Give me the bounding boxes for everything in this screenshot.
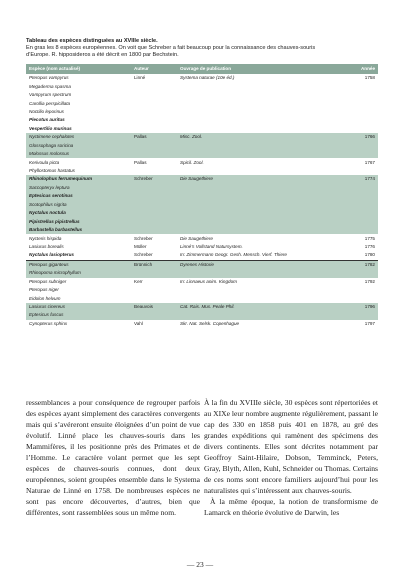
year-cell: 1774 (364, 176, 375, 182)
table-row (26, 150, 378, 158)
species-table-body (26, 74, 378, 328)
author-cell (131, 184, 177, 192)
work-cell: Misc. Zool. (180, 134, 203, 140)
table-row (26, 269, 378, 277)
table-row (26, 99, 378, 107)
work-cell: In: Zimmermann Geogr. Gesh. Mensch. Vierf. Thiere (180, 252, 287, 258)
table-row (26, 278, 378, 286)
work-cell (177, 125, 341, 133)
author-cell: Pallas (134, 134, 147, 140)
table-row (26, 125, 378, 133)
work-cell (177, 116, 341, 124)
author-cell (131, 116, 177, 124)
work-cell (177, 91, 341, 99)
species-cell: Pteropus giganteus (26, 260, 131, 269)
species-cell: Megaderma spasma (29, 83, 71, 89)
work-cell: Cat. Rais. Mus. Peale Phil. (180, 304, 235, 310)
year-cell (341, 209, 378, 217)
author-cell (131, 311, 177, 319)
species-cell: Nyctalus noctula (29, 210, 66, 216)
species-cell: Eidolon helvum (29, 295, 61, 301)
table-caption (26, 38, 378, 59)
year-cell: 1796 (364, 304, 375, 310)
table-row (26, 201, 378, 209)
table-header-row (26, 64, 378, 74)
author-cell (131, 269, 177, 277)
work-cell (177, 150, 341, 158)
table-row (26, 243, 378, 251)
body-paragraph: À la même époque, la notion de transformisme de Lamarck en théorie évolutive de Darwin, les (204, 497, 378, 517)
table-row (26, 158, 378, 166)
work-cell: Skr. Nat. Selsk. Copenhague (180, 320, 240, 326)
work-cell (177, 99, 341, 107)
table-row (26, 294, 378, 302)
year-cell (341, 150, 378, 158)
work-cell (177, 82, 341, 90)
body-column-left (26, 397, 200, 518)
author-cell (131, 201, 177, 209)
work-cell (177, 209, 341, 217)
year-cell (341, 269, 378, 277)
table-row (26, 133, 378, 141)
body-paragraph: ressemblances a pour conséquence de regrouper parfois des espèces ayant simplement des caractères convergents mais qui s’avéreront ensuite éloignées d’un point de vue évolutif. Linné place les chauves-souris dans les Mammifères, il les positionne près des Primates et de l’Homme. Le caractère volant permet que les sept espèces de chauves-souris connues, dont deux européennes, soient groupées ensemble dans le Systema Naturae de Linné en 1758. De nombreuses espèces ne sont pas encore découvertes, d’autres, bien que différentes, sont rassemblées sous un même nom. (26, 398, 200, 517)
author-cell (131, 125, 177, 133)
table-row (26, 74, 378, 82)
author-cell (131, 209, 177, 217)
species-cell: Vampyrum spectrum (29, 92, 72, 98)
page-number: — 23 — (186, 560, 214, 569)
author-cell (131, 226, 177, 234)
author-cell: Pallas (134, 159, 147, 165)
species-cell: Rhinopoma microphyllum (29, 270, 81, 276)
table-row (26, 91, 378, 99)
work-cell: Spicil. Zool. (180, 159, 204, 165)
author-cell: Müller (134, 243, 147, 249)
species-cell: Kerivoula picta (29, 159, 60, 165)
species-cell: Barbastella barbastellus (29, 227, 83, 233)
table-row (26, 311, 378, 319)
author-cell (131, 286, 177, 294)
species-cell: Rhinolophus ferrumequinum (29, 176, 93, 182)
author-cell: Kerr (134, 278, 143, 284)
work-cell (177, 167, 341, 175)
work-cell (177, 142, 341, 150)
table-row (26, 108, 378, 116)
work-cell: Die Saugethiere (180, 235, 213, 241)
table-row (26, 320, 378, 328)
header-work: Ouvrage de publication (177, 64, 341, 74)
year-cell (341, 116, 378, 124)
year-cell (341, 142, 378, 150)
species-cell: Lasiurus cinereus (29, 304, 66, 310)
author-cell: Schreber (134, 176, 153, 182)
author-cell (131, 82, 177, 90)
table-row (26, 82, 378, 90)
work-cell (177, 269, 341, 277)
table-row (26, 303, 378, 311)
table-row (26, 251, 378, 260)
year-cell (341, 286, 378, 294)
work-cell: In: Linnaeus anim. Kingdom (180, 278, 237, 284)
year-cell (341, 82, 378, 90)
author-cell (131, 192, 177, 200)
work-cell (177, 217, 341, 225)
table-row (26, 167, 378, 175)
year-cell (341, 294, 378, 302)
species-cell: Pteropus vampyrus (29, 75, 69, 81)
table-row (26, 286, 378, 294)
header-year: Année (341, 64, 378, 74)
year-cell (341, 217, 378, 225)
author-cell (131, 91, 177, 99)
author-cell (131, 108, 177, 116)
year-cell (341, 192, 378, 200)
species-cell: Lasiurus borealis (29, 243, 64, 249)
species-cell: Nycteris hispida (29, 235, 62, 241)
species-cell: Pteropus niger (29, 287, 59, 293)
work-cell: Dyrenes Historie (177, 260, 341, 269)
species-cell: Saccopteryx leptura (29, 184, 70, 190)
caption-line-1: En gras les 8 espèces européennes. On voit que Schreber a fait beaucoup pour la connaissance des chauves-souris (26, 45, 316, 51)
table-row (26, 234, 378, 242)
table-row (26, 260, 378, 269)
species-cell: Cynopterus sphinx (29, 320, 68, 326)
species-cell: Noctilio leporinus (29, 108, 64, 114)
species-cell: Pipistrellus pipistrellus (29, 218, 80, 224)
author-cell (131, 217, 177, 225)
header-author: Auteur (131, 64, 177, 74)
year-cell (341, 201, 378, 209)
author-cell (131, 99, 177, 107)
work-cell: Die Saugethiere (180, 176, 213, 182)
year-cell (341, 167, 378, 175)
species-cell: Vespertilio murinus (29, 125, 72, 131)
species-cell: Plecotus auritus (29, 117, 65, 123)
work-cell (177, 286, 341, 294)
year-cell (341, 91, 378, 99)
work-cell (177, 311, 341, 319)
year-cell: 1758 (364, 75, 375, 81)
caption-line-2: d’Europe. R. hipposideros a été décrit en 1800 par Bechstein. (26, 52, 179, 58)
body-column-right (204, 397, 378, 518)
author-cell (131, 150, 177, 158)
year-cell (341, 108, 378, 116)
year-cell (341, 226, 378, 234)
species-table (26, 64, 378, 328)
species-cell: Molossus molossus (29, 151, 70, 157)
author-cell (131, 294, 177, 302)
year-cell: 1797 (364, 320, 375, 326)
table-row (26, 175, 378, 183)
table-row (26, 116, 378, 124)
author-cell: Vahl (134, 320, 143, 326)
work-cell (177, 201, 341, 209)
work-cell (177, 108, 341, 116)
year-cell (341, 311, 378, 319)
species-cell: Glossophaga soricina (29, 142, 74, 148)
year-cell (341, 99, 378, 107)
author-cell: Schreber (134, 252, 153, 258)
author-cell: Brünnich (131, 260, 177, 269)
species-cell: Nyctimene cephalotes (29, 134, 75, 140)
year-cell: 1780 (364, 252, 375, 258)
work-cell (177, 184, 341, 192)
species-cell: Eptesicus serotinus (29, 193, 73, 199)
year-cell: 1775 (364, 235, 375, 241)
year-cell: 1792 (364, 278, 375, 284)
year-cell (341, 184, 378, 192)
work-cell (177, 226, 341, 234)
table-row (26, 209, 378, 217)
table-row (26, 142, 378, 150)
year-cell: 1766 (364, 134, 375, 140)
author-cell: Beauvois (134, 304, 153, 310)
table-row (26, 192, 378, 200)
author-cell: Linné (134, 75, 146, 81)
species-cell: Nyctalus lasiopterus (29, 252, 74, 258)
work-cell (177, 294, 341, 302)
author-cell: Schreber (134, 235, 153, 241)
species-cell: Eptesicus fuscus (29, 312, 64, 318)
year-cell: 1782 (341, 260, 378, 269)
species-cell: Carollia perspicillata (29, 100, 71, 106)
header-species: Espèce (nom actualisé) (26, 64, 131, 74)
species-cell: Pteropus subniger (29, 278, 67, 284)
work-cell: Linné’s Vollstand Natursystem. (180, 243, 243, 249)
year-cell (341, 125, 378, 133)
year-cell: 1767 (364, 159, 375, 165)
year-cell: 1776 (364, 243, 375, 249)
author-cell (131, 167, 177, 175)
species-cell: Phyllostomus hastatus (29, 168, 75, 174)
caption-title: Tableau des espèces distinguées au XVIIIe siècle. (26, 38, 158, 44)
table-row (26, 217, 378, 225)
author-cell (131, 142, 177, 150)
table-row (26, 184, 378, 192)
work-cell (177, 192, 341, 200)
table-row (26, 226, 378, 234)
body-paragraph: À la fin du XVIIIe siècle, 30 espèces sont répertoriées et au XIXe leur nombre augmente régulièrement, passant le cap des 330 en 1858 puis 401 en 1878, au gré des grandes expéditions qui ramènent des spécimens des divers continents. Elles sont décrites notamment par Geoffroy Saint-Hilaire, Dobson, Temminck, Peters, Gray, Blyth, Allen, Kuhl, Schneider ou Thomas. Certains de ces noms sont encore familiers aujourd’hui pour les naturalistes qui s’intéressent aux chauves-souris. (204, 398, 378, 495)
work-cell: Systema naturae (10e éd.) (180, 75, 235, 81)
species-cell: Scotophilus nigrita (29, 201, 67, 207)
